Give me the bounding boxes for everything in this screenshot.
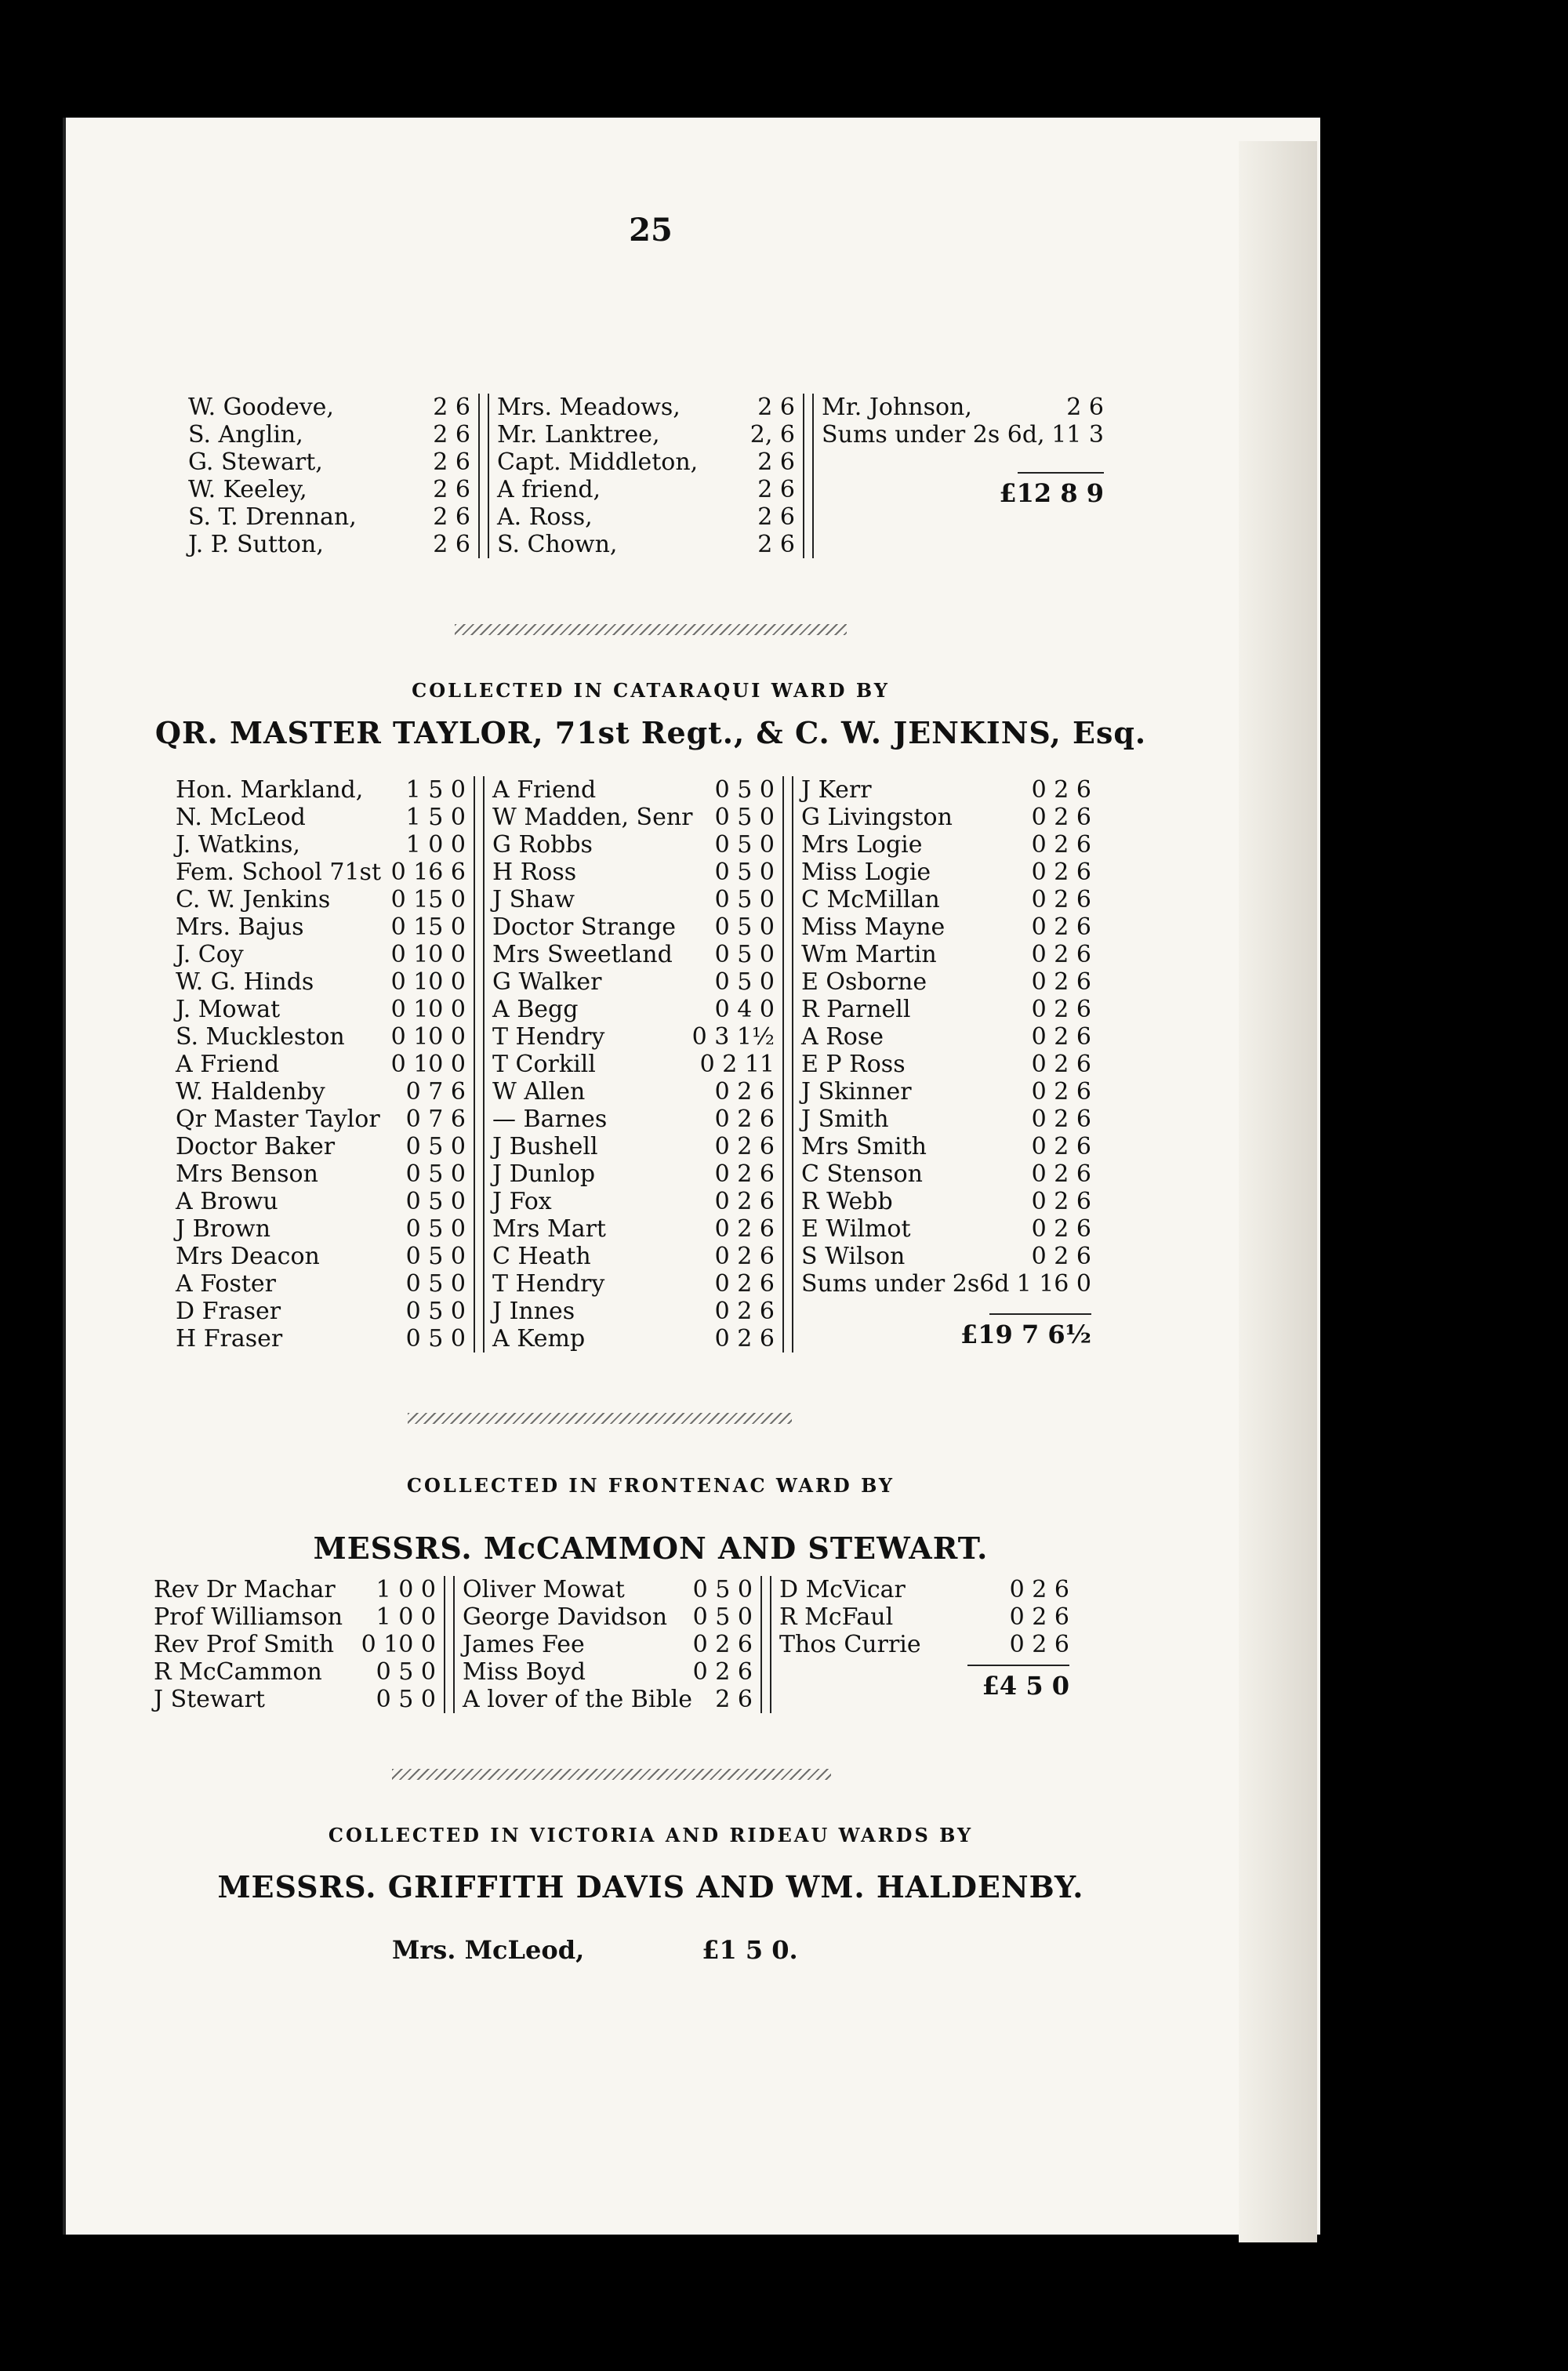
subscriber-name: Fem. School 71st xyxy=(176,859,382,886)
subscriber-amount: 1 5 0 xyxy=(405,776,466,804)
subscriber-name: G Walker xyxy=(492,968,602,996)
subscriber-name: D Fraser xyxy=(176,1298,281,1325)
subscriber-row xyxy=(176,1270,466,1298)
column-rule xyxy=(803,394,814,558)
subscriber-amount: 0 2 6 xyxy=(714,1106,775,1133)
subscriber-row xyxy=(801,776,1091,804)
subscriber-amount: 0 10 0 xyxy=(390,996,466,1023)
subscriber-amount: 0 5 0 xyxy=(714,968,775,996)
subscriber-amount: 0 2 6 xyxy=(714,1078,775,1106)
subscriber-amount: 0 2 6 xyxy=(1031,1188,1091,1215)
subscriber-name: J Brown xyxy=(176,1215,271,1243)
subscriber-row xyxy=(154,1603,436,1631)
subscriber-row xyxy=(801,831,1091,859)
subscriber-name: James Fee xyxy=(463,1631,585,1658)
subscriber-row xyxy=(188,476,470,503)
subscriber-name: J Dunlop xyxy=(492,1160,596,1188)
subscriber-name: Hon. Markland, xyxy=(176,776,364,804)
subscriber-row xyxy=(801,886,1091,913)
subscriber-amount: 0 5 0 xyxy=(405,1298,466,1325)
subscriber-row xyxy=(176,1325,466,1353)
subscriber-row xyxy=(154,1686,436,1713)
subscriber-amount: 0 5 0 xyxy=(405,1270,466,1298)
subscriber-row xyxy=(463,1631,753,1658)
subscriber-name: W Madden, Senr xyxy=(492,804,693,831)
subscriber-amount: 11 3 xyxy=(1051,421,1104,448)
subscriber-row xyxy=(176,1078,466,1106)
subscriber-amount: 0 15 0 xyxy=(390,886,466,913)
subscriber-amount: 0 5 0 xyxy=(714,941,775,968)
subscriber-amount: 0 2 6 xyxy=(692,1631,753,1658)
subscriber-amount: 0 2 6 xyxy=(714,1325,775,1353)
subscriber-name: Prof Williamson xyxy=(154,1603,343,1631)
subscriber-row xyxy=(176,913,466,941)
subscriber-name: G Livingston xyxy=(801,804,953,831)
subscriber-name: D McVicar xyxy=(779,1576,906,1603)
subscriber-amount: 0 10 0 xyxy=(390,1051,466,1078)
subscriber-amount: 0 5 0 xyxy=(714,804,775,831)
subscriber-name: Sums under 2s 6d, xyxy=(822,421,1045,448)
subscriber-name: R Webb xyxy=(801,1188,893,1215)
subscriber-name: C Stenson xyxy=(801,1160,923,1188)
subscriber-row xyxy=(188,503,470,531)
subscriber-row xyxy=(801,1078,1091,1106)
frontenac-total: £4 5 0 xyxy=(982,1671,1069,1701)
subscriber-amount: 0 2 6 xyxy=(1031,804,1091,831)
subscriber-name: George Davidson xyxy=(463,1603,668,1631)
subscriber-name: C Heath xyxy=(492,1243,591,1270)
wavy-divider xyxy=(392,1769,831,1780)
subscriber-name: Thos Currie xyxy=(779,1631,921,1658)
subscriber-row xyxy=(497,531,795,558)
victoria-collectors: MESSRS. GRIFFITH DAVIS AND WM. HALDENBY. xyxy=(217,1869,1084,1904)
subscriber-row xyxy=(801,859,1091,886)
column-rule xyxy=(474,776,485,1353)
subscriber-amount: 1 0 0 xyxy=(405,831,466,859)
subscriber-row xyxy=(492,913,775,941)
subscriber-amount: 0 4 0 xyxy=(714,996,775,1023)
subscriber-amount: 0 2 6 xyxy=(1031,1215,1091,1243)
subscriber-name: A Friend xyxy=(492,776,597,804)
subscriber-row xyxy=(801,1188,1091,1215)
subscriber-amount: 2 6 xyxy=(757,476,795,503)
subscriber-amount: 2 6 xyxy=(433,421,470,448)
subscriber-amount: 0 2 6 xyxy=(1009,1576,1069,1603)
subscriber-amount: 2 6 xyxy=(433,394,470,421)
subscriber-name: Mrs Logie xyxy=(801,831,923,859)
subscriber-name: Wm Martin xyxy=(801,941,937,968)
subscriber-row xyxy=(492,1106,775,1133)
subscriber-row xyxy=(492,1023,775,1051)
subscriber-name: S. Muckleston xyxy=(176,1023,345,1051)
subscriber-row xyxy=(492,1160,775,1188)
subscriber-name: J. Mowat xyxy=(176,996,281,1023)
frontenac-collectors: MESSRS. McCAMMON AND STEWART. xyxy=(313,1530,989,1566)
top-column-3 xyxy=(822,394,1104,508)
subscriber-amount: 0 10 0 xyxy=(390,968,466,996)
subscriber-amount: 0 5 0 xyxy=(714,831,775,859)
subscriber-row xyxy=(154,1631,436,1658)
subscriber-name: G. Stewart, xyxy=(188,448,323,476)
subscriber-name: N. McLeod xyxy=(176,804,306,831)
subscriber-row xyxy=(188,421,470,448)
subscriber-name: Mrs. Bajus xyxy=(176,913,304,941)
subscriber-amount: 2, 6 xyxy=(750,421,795,448)
subscriber-amount: 0 2 6 xyxy=(1031,913,1091,941)
subscriber-amount: 0 5 0 xyxy=(376,1658,436,1686)
subscriber-name: J. Watkins, xyxy=(176,831,300,859)
subscriber-name: A Foster xyxy=(176,1270,276,1298)
subscriber-row xyxy=(801,996,1091,1023)
subscriber-row xyxy=(492,1325,775,1353)
subscriber-name: A Rose xyxy=(801,1023,884,1051)
subscriber-amount: 0 15 0 xyxy=(390,913,466,941)
subscriber-row xyxy=(497,421,795,448)
subscriber-amount: 0 5 0 xyxy=(405,1215,466,1243)
subscriber-name: S. T. Drennan, xyxy=(188,503,357,531)
subscriber-name: G Robbs xyxy=(492,831,593,859)
subscriber-row xyxy=(176,1023,466,1051)
subscriber-row xyxy=(176,1243,466,1270)
subscriber-row xyxy=(492,1298,775,1325)
subscriber-name: Capt. Middleton, xyxy=(497,448,699,476)
subscriber-amount: 0 5 0 xyxy=(714,913,775,941)
subscriber-name: A Kemp xyxy=(492,1325,586,1353)
subscriber-amount: 0 3 1½ xyxy=(691,1023,775,1051)
subscriber-row xyxy=(492,1188,775,1215)
subscriber-amount: 0 7 6 xyxy=(405,1078,466,1106)
subscriber-amount: 0 10 0 xyxy=(390,941,466,968)
subscriber-row xyxy=(492,1215,775,1243)
victoria-heading: COLLECTED IN VICTORIA AND RIDEAU WARDS BY xyxy=(328,1824,974,1846)
victoria-entry xyxy=(392,1935,798,1965)
subscriber-amount: 0 2 6 xyxy=(714,1243,775,1270)
subscriber-amount: 0 2 6 xyxy=(1031,1023,1091,1051)
subscriber-amount: 2 6 xyxy=(757,531,795,558)
subscriber-row xyxy=(779,1576,1069,1603)
subscriber-name: — Barnes xyxy=(492,1106,608,1133)
subscriber-name: H Ross xyxy=(492,859,577,886)
subscriber-row xyxy=(463,1658,753,1686)
subscriber-row xyxy=(176,1133,466,1160)
subscriber-name: E P Ross xyxy=(801,1051,906,1078)
subscriber-name: H Fraser xyxy=(176,1325,283,1353)
victoria-entry-amount: £1 5 0. xyxy=(702,1935,798,1965)
subscriber-name: E Wilmot xyxy=(801,1215,911,1243)
subscriber-amount: 0 2 6 xyxy=(1031,1133,1091,1160)
subscriber-name: C. W. Jenkins xyxy=(176,886,331,913)
subscriber-name: R McCammon xyxy=(154,1658,322,1686)
subscriber-row xyxy=(176,1160,466,1188)
subscriber-row xyxy=(176,1298,466,1325)
subscriber-row xyxy=(188,448,470,476)
subscriber-amount: 0 5 0 xyxy=(405,1160,466,1188)
subscriber-amount: 0 2 6 xyxy=(1031,1243,1091,1270)
subscriber-amount: 0 2 6 xyxy=(1031,1078,1091,1106)
subscriber-row xyxy=(463,1686,753,1713)
frontenac-column-2 xyxy=(463,1576,753,1713)
subscriber-row xyxy=(779,1603,1069,1631)
subscriber-amount: 2 6 xyxy=(433,503,470,531)
cataraqui-column-2 xyxy=(492,776,775,1353)
subscriber-amount: 2 6 xyxy=(757,394,795,421)
subscriber-amount: 0 5 0 xyxy=(714,886,775,913)
subscriber-name: W. Goodeve, xyxy=(188,394,334,421)
subscriber-row xyxy=(492,941,775,968)
subscriber-name: J. Coy xyxy=(176,941,244,968)
subscriber-name: A Begg xyxy=(492,996,579,1023)
subscriber-name: Mrs. Meadows, xyxy=(497,394,681,421)
subscriber-amount: 1 16 0 xyxy=(1016,1270,1091,1298)
subscriber-name: T Corkill xyxy=(492,1051,596,1078)
subscriber-name: Rev Prof Smith xyxy=(154,1631,335,1658)
subscriber-row xyxy=(176,996,466,1023)
subscriber-amount: 0 2 11 xyxy=(699,1051,775,1078)
subscriber-name: Mrs Sweetland xyxy=(492,941,673,968)
frontenac-block xyxy=(154,1576,1069,1713)
top-subscription-block xyxy=(188,394,1104,558)
wavy-divider xyxy=(408,1413,792,1424)
subscriber-name: A lover of the Bible xyxy=(463,1686,692,1713)
subscriber-name: W. G. Hinds xyxy=(176,968,314,996)
subscriber-amount: 0 2 6 xyxy=(1031,996,1091,1023)
subscriber-amount: 0 2 6 xyxy=(1031,776,1091,804)
subscriber-amount: 2 6 xyxy=(433,448,470,476)
subscriber-row xyxy=(801,1270,1091,1298)
subscriber-amount: 2 6 xyxy=(757,448,795,476)
cataraqui-collectors: QR. MASTER TAYLOR, 71st Regt., & C. W. JENKINS, Esq. xyxy=(154,715,1147,750)
subscriber-amount: 0 2 6 xyxy=(1031,941,1091,968)
subscriber-name: Miss Boyd xyxy=(463,1658,586,1686)
subscriber-amount: 0 2 6 xyxy=(1009,1631,1069,1658)
subscriber-amount: 0 2 6 xyxy=(1031,968,1091,996)
page-number: 25 xyxy=(629,212,673,249)
subscriber-row xyxy=(176,1051,466,1078)
subscriber-name: A friend, xyxy=(497,476,601,503)
subscriber-row xyxy=(176,1106,466,1133)
top-column-1 xyxy=(188,394,470,558)
subscriber-amount: 0 2 6 xyxy=(714,1270,775,1298)
subscriber-amount: 2 6 xyxy=(715,1686,753,1713)
subscriber-amount: 0 2 6 xyxy=(714,1160,775,1188)
subscriber-amount: 0 5 0 xyxy=(405,1243,466,1270)
subscriber-row xyxy=(492,1243,775,1270)
subscriber-row xyxy=(801,1023,1091,1051)
wavy-divider xyxy=(455,624,847,635)
subscriber-amount: 2 6 xyxy=(433,476,470,503)
subscriber-row xyxy=(492,804,775,831)
frontenac-column-3 xyxy=(779,1576,1069,1701)
subscriber-amount: 0 2 6 xyxy=(714,1188,775,1215)
subscriber-row xyxy=(492,1133,775,1160)
subscriber-name: J Skinner xyxy=(801,1078,912,1106)
subscriber-name: Mr. Lanktree, xyxy=(497,421,660,448)
subscriber-row xyxy=(176,859,466,886)
subscriber-row xyxy=(176,1188,466,1215)
subscriber-row xyxy=(801,1133,1091,1160)
subscriber-row xyxy=(492,1270,775,1298)
subscriber-row xyxy=(492,886,775,913)
subscriber-amount: 0 5 0 xyxy=(714,859,775,886)
subscriber-name: J Stewart xyxy=(154,1686,265,1713)
subscriber-name: Doctor Baker xyxy=(176,1133,336,1160)
subscriber-row xyxy=(176,886,466,913)
subscriber-row xyxy=(176,1215,466,1243)
subscriber-name: T Hendry xyxy=(492,1270,605,1298)
subscriber-name: Mr. Johnson, xyxy=(822,394,972,421)
subscriber-row xyxy=(176,968,466,996)
column-rule xyxy=(444,1576,455,1713)
subscriber-row xyxy=(801,804,1091,831)
subscriber-amount: 0 2 6 xyxy=(692,1658,753,1686)
subscriber-name: J Kerr xyxy=(801,776,872,804)
subscriber-row xyxy=(801,1160,1091,1188)
subscriber-name: Miss Mayne xyxy=(801,913,946,941)
subscriber-amount: 0 5 0 xyxy=(692,1603,753,1631)
cataraqui-heading: COLLECTED IN CATARAQUI WARD BY xyxy=(412,679,890,702)
subscriber-name: W. Haldenby xyxy=(176,1078,325,1106)
cataraqui-block xyxy=(176,776,1091,1353)
subscriber-name: S. Anglin, xyxy=(188,421,303,448)
subscriber-row xyxy=(497,503,795,531)
subscriber-name: Qr Master Taylor xyxy=(176,1106,380,1133)
subscriber-name: Rev Dr Machar xyxy=(154,1576,336,1603)
subscriber-name: J Shaw xyxy=(492,886,575,913)
subscriber-row xyxy=(188,394,470,421)
subscriber-row xyxy=(492,776,775,804)
column-rule xyxy=(760,1576,771,1713)
subscriber-amount: 0 5 0 xyxy=(405,1188,466,1215)
subscriber-name: Mrs Mart xyxy=(492,1215,606,1243)
subscriber-amount: 2 6 xyxy=(1066,394,1104,421)
cataraqui-total: £19 7 6½ xyxy=(960,1320,1091,1349)
subscriber-row xyxy=(492,1078,775,1106)
subscriber-name: A. Ross, xyxy=(497,503,593,531)
subscriber-amount: 0 2 6 xyxy=(1031,831,1091,859)
subscriber-row xyxy=(492,968,775,996)
subscriber-amount: 0 2 6 xyxy=(1031,859,1091,886)
subscriber-name: C McMillan xyxy=(801,886,940,913)
subscriber-row xyxy=(492,996,775,1023)
subscriber-row xyxy=(801,1051,1091,1078)
subscriber-amount: 2 6 xyxy=(433,531,470,558)
cataraqui-column-3 xyxy=(801,776,1091,1349)
subscriber-amount: 0 5 0 xyxy=(376,1686,436,1713)
subscriber-row xyxy=(779,1631,1069,1658)
page-edge xyxy=(1239,141,1317,2242)
subscriber-row xyxy=(176,941,466,968)
subscriber-name: A Friend xyxy=(176,1051,280,1078)
subscriber-amount: 0 2 6 xyxy=(1031,1106,1091,1133)
subscriber-amount: 1 5 0 xyxy=(405,804,466,831)
subscriber-row xyxy=(154,1658,436,1686)
subscriber-name: J Innes xyxy=(492,1298,575,1325)
frontenac-column-1 xyxy=(154,1576,436,1713)
subscriber-name: J Fox xyxy=(492,1188,552,1215)
cataraqui-column-1 xyxy=(176,776,466,1353)
subscriber-row xyxy=(492,1051,775,1078)
subscriber-name: S Wilson xyxy=(801,1243,906,1270)
subscriber-amount: 0 5 0 xyxy=(714,776,775,804)
subscriber-amount: 0 10 0 xyxy=(390,1023,466,1051)
subscriber-amount: 0 2 6 xyxy=(714,1133,775,1160)
subscriber-name: J Bushell xyxy=(492,1133,598,1160)
subscriber-row xyxy=(492,831,775,859)
subscriber-row xyxy=(801,1106,1091,1133)
subscriber-row xyxy=(801,1243,1091,1270)
frontenac-heading: COLLECTED IN FRONTENAC WARD BY xyxy=(406,1474,895,1497)
subscriber-row xyxy=(497,448,795,476)
subscriber-row xyxy=(497,476,795,503)
subscriber-name: J. P. Sutton, xyxy=(188,531,324,558)
subscriber-row xyxy=(154,1576,436,1603)
subscriber-amount: 0 5 0 xyxy=(692,1576,753,1603)
subscriber-amount: 1 0 0 xyxy=(376,1603,436,1631)
subscriber-row xyxy=(463,1576,753,1603)
subscriber-name: J Smith xyxy=(801,1106,889,1133)
subscriber-name: R Parnell xyxy=(801,996,911,1023)
subscriber-name: R McFaul xyxy=(779,1603,894,1631)
subscriber-amount: 0 16 6 xyxy=(390,859,466,886)
subscriber-row xyxy=(497,394,795,421)
subscriber-amount: 0 2 6 xyxy=(714,1215,775,1243)
victoria-entry-name: Mrs. McLeod, xyxy=(392,1935,585,1965)
subscriber-name: Oliver Mowat xyxy=(463,1576,625,1603)
subscriber-name: W. Keeley, xyxy=(188,476,307,503)
subscriber-name: Mrs Smith xyxy=(801,1133,927,1160)
subscriber-name: Sums under 2s6d xyxy=(801,1270,1010,1298)
subscriber-row xyxy=(822,394,1104,421)
subscriber-amount: 0 5 0 xyxy=(405,1133,466,1160)
subscriber-amount: 2 6 xyxy=(757,503,795,531)
subscriber-row xyxy=(801,968,1091,996)
subscriber-name: Doctor Strange xyxy=(492,913,677,941)
subscriber-row xyxy=(463,1603,753,1631)
subscriber-row xyxy=(176,776,466,804)
subscriber-amount: 0 2 6 xyxy=(1031,886,1091,913)
subscriber-name: Mrs Benson xyxy=(176,1160,318,1188)
subscriber-row xyxy=(822,421,1104,448)
subscriber-name: W Allen xyxy=(492,1078,586,1106)
subscriber-amount: 0 2 6 xyxy=(1031,1160,1091,1188)
subscriber-name: S. Chown, xyxy=(497,531,618,558)
subscriber-name: Mrs Deacon xyxy=(176,1243,320,1270)
subscriber-row xyxy=(801,941,1091,968)
subscriber-row xyxy=(176,804,466,831)
subscriber-name: T Hendry xyxy=(492,1023,605,1051)
subscriber-amount: 0 10 0 xyxy=(361,1631,436,1658)
subscriber-amount: 0 2 6 xyxy=(1009,1603,1069,1631)
subscriber-name: A Browu xyxy=(176,1188,278,1215)
top-total: £12 8 9 xyxy=(999,478,1104,508)
subscriber-row xyxy=(801,913,1091,941)
subscriber-name: Miss Logie xyxy=(801,859,931,886)
subscriber-amount: 0 2 6 xyxy=(714,1298,775,1325)
subscriber-amount: 1 0 0 xyxy=(376,1576,436,1603)
column-rule xyxy=(478,394,489,558)
column-rule xyxy=(782,776,793,1353)
subscriber-row xyxy=(492,859,775,886)
subscriber-amount: 0 5 0 xyxy=(405,1325,466,1353)
subscriber-row xyxy=(176,831,466,859)
subscriber-row xyxy=(801,1215,1091,1243)
subscriber-amount: 0 7 6 xyxy=(405,1106,466,1133)
top-column-2 xyxy=(497,394,795,558)
subscriber-name: E Osborne xyxy=(801,968,927,996)
subscriber-row xyxy=(188,531,470,558)
subscriber-amount: 0 2 6 xyxy=(1031,1051,1091,1078)
